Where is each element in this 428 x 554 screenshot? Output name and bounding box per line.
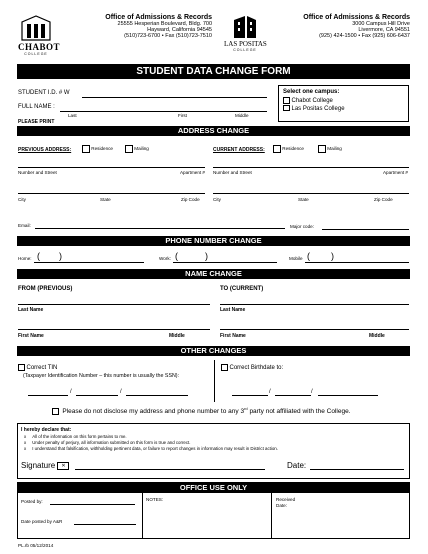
name-middle-caption: Middle xyxy=(235,113,249,118)
tin-part-2[interactable] xyxy=(76,395,118,396)
checkbox-icon[interactable] xyxy=(283,105,290,112)
current-address-text: CURRENT ADDRESS: xyxy=(213,147,265,153)
mobile-phone-field[interactable] xyxy=(305,262,409,263)
disclose-text-sup: rd xyxy=(244,406,248,411)
office-use-box xyxy=(17,482,410,539)
declaration-bullet: x xyxy=(24,446,27,451)
full-name-field[interactable] xyxy=(60,111,267,112)
posted-by-field[interactable] xyxy=(50,504,135,505)
mobile-phone-label: Mobile xyxy=(289,256,303,261)
name-first-caption: First xyxy=(178,113,187,118)
notes-label: NOTES: xyxy=(146,497,164,502)
chabot-office-title: Office of Admissions & Records xyxy=(105,14,212,21)
checkbox-icon[interactable] xyxy=(221,364,228,371)
las-positas-office-block xyxy=(270,14,410,39)
office-use-bar: OFFICE USE ONLY xyxy=(18,483,409,493)
current-street-caption: Number and Street xyxy=(213,170,252,175)
previous-apt-caption: Apartment # xyxy=(179,170,205,175)
name-change-bar: NAME CHANGE xyxy=(17,269,410,279)
disclose-text-post: party not affiliated with the College. xyxy=(247,408,351,416)
from-first-name-caption: First Name xyxy=(18,333,44,339)
other-changes-bar: OTHER CHANGES xyxy=(17,346,410,356)
las-positas-office-title: Office of Admissions & Records xyxy=(303,14,410,21)
footer-code: PL.rb 05/12/2014 xyxy=(18,543,54,548)
declaration-bullet: x xyxy=(24,440,27,445)
work-phone-area-open: ( xyxy=(175,251,178,261)
declaration-box xyxy=(17,423,410,479)
campus-select-box xyxy=(278,85,409,122)
chabot-logo-text: CHABOT xyxy=(18,42,61,52)
work-phone-field[interactable] xyxy=(173,262,277,263)
email-field[interactable] xyxy=(35,228,285,229)
address-change-bar: ADDRESS CHANGE xyxy=(17,126,410,136)
from-first-name-field[interactable] xyxy=(18,329,210,330)
to-last-name-caption: Last Name xyxy=(220,307,246,313)
tin-note: (Taxpayer Identification Number – this number is usually the SSN): xyxy=(23,373,180,379)
work-phone-area-close: ) xyxy=(205,251,208,261)
other-divider xyxy=(214,360,215,402)
declaration-bullet: x xyxy=(24,434,27,439)
from-middle-caption: Middle xyxy=(169,333,185,339)
checkbox-icon[interactable] xyxy=(82,145,90,153)
previous-residence-label: Residence xyxy=(91,146,113,152)
name-last-caption: Last xyxy=(68,113,77,118)
mobile-phone-area-close: ) xyxy=(331,251,334,261)
to-first-name-caption: First Name xyxy=(220,333,246,339)
current-city-caption: City xyxy=(213,197,221,202)
home-phone-area-open: ( xyxy=(37,251,40,261)
campus-option-chabot-label: Chabot College xyxy=(291,97,333,104)
current-zip-caption: Zip Code xyxy=(374,197,393,202)
from-last-name-field[interactable] xyxy=(18,304,210,305)
work-phone-label: Work: xyxy=(159,256,171,261)
to-first-name-field[interactable] xyxy=(220,329,409,330)
previous-address-label xyxy=(18,147,71,153)
declaration-title: I hereby declare that: xyxy=(21,427,72,433)
chabot-address-2: Hayward, California 94545 xyxy=(147,27,212,33)
chabot-address-1: 25555 Hesperian Boulevard, Bldg. 700 xyxy=(117,21,212,27)
declaration-item-1 xyxy=(24,434,127,439)
signature-field[interactable] xyxy=(75,469,265,470)
campus-option-las-positas-label: Las Positas College xyxy=(291,105,345,112)
tin-slash-2: / xyxy=(120,389,122,395)
las-positas-address-2: Livermore, CA 94551 xyxy=(358,27,410,33)
signature-text: Signature xyxy=(21,461,56,470)
previous-city-caption: City xyxy=(18,197,26,202)
correct-birthdate-option[interactable] xyxy=(221,364,283,371)
current-street-field[interactable] xyxy=(213,167,409,168)
current-apt-caption: Apartment # xyxy=(382,170,408,175)
las-positas-logo-text: LAS POSITAS xyxy=(224,40,267,48)
las-positas-phone: (925) 424-1500 • Fax (925) 606-6437 xyxy=(319,33,410,39)
birthdate-day[interactable] xyxy=(275,395,311,396)
previous-street-caption: Number and Street xyxy=(18,170,57,175)
correct-tin-label: Correct TIN xyxy=(26,364,58,371)
birthdate-slash-1: / xyxy=(269,389,271,395)
disclose-text-pre: Please do not disclose my address and phone number to any 3 xyxy=(62,408,245,416)
received-label: Received xyxy=(276,497,296,502)
las-positas-logo xyxy=(224,14,266,52)
current-state-caption: State xyxy=(298,197,309,202)
date-posted-label: Date posted by A&R xyxy=(21,519,63,524)
current-residence-option[interactable] xyxy=(273,145,304,153)
student-id-field[interactable] xyxy=(82,97,267,98)
declaration-item-3 xyxy=(24,446,278,451)
current-address-label xyxy=(213,147,265,153)
chabot-phone: (510)723-6700 • Fax (510)723-7510 xyxy=(124,33,212,39)
tin-slash-1: / xyxy=(70,389,72,395)
home-phone-field[interactable] xyxy=(34,262,144,263)
previous-mailing-option[interactable] xyxy=(125,145,149,153)
declaration-item-2-text: Under penalty of perjury, all information submitted on this form is true and correct. xyxy=(32,440,191,445)
major-code-label: Major code: xyxy=(290,224,315,229)
received-date-label: Date: xyxy=(276,503,287,508)
previous-state-caption: State xyxy=(100,197,111,202)
declaration-date-field[interactable] xyxy=(310,469,404,470)
office-divider-2 xyxy=(271,493,272,539)
form-title: STUDENT DATA CHANGE FORM xyxy=(17,64,410,79)
birthdate-year[interactable] xyxy=(318,395,378,396)
declaration-item-2 xyxy=(24,440,191,445)
to-middle-caption: Middle xyxy=(369,333,385,339)
full-name-label: FULL NAME : xyxy=(18,104,55,110)
las-positas-address-1: 3000 Campus Hill Drive xyxy=(352,21,410,27)
date-posted-field[interactable] xyxy=(74,524,136,525)
chabot-office-block xyxy=(62,14,212,39)
signature-label xyxy=(21,461,69,470)
las-positas-logo-sub: COLLEGE xyxy=(233,48,257,52)
birthdate-slash-2: / xyxy=(311,389,313,395)
checkbox-icon[interactable] xyxy=(318,145,326,153)
chabot-logo xyxy=(18,14,61,56)
pen-icon: ✕ xyxy=(57,462,69,470)
posted-by-label: Posted by: xyxy=(21,499,43,504)
declaration-date-label: Date: xyxy=(287,461,307,470)
tin-part-1[interactable] xyxy=(28,395,68,396)
current-city-field[interactable] xyxy=(213,193,409,194)
previous-mailing-label: Mailing xyxy=(134,146,149,152)
current-mailing-option[interactable] xyxy=(318,145,342,153)
tin-part-3[interactable] xyxy=(126,395,188,396)
office-divider-1 xyxy=(142,493,143,539)
do-not-disclose-option[interactable] xyxy=(52,406,351,415)
correct-tin-option[interactable] xyxy=(18,364,57,371)
please-print-note: PLEASE PRINT xyxy=(18,119,55,125)
correct-birthdate-label: Correct Birthdate to: xyxy=(229,364,284,371)
name-to-heading: TO (CURRENT) xyxy=(220,286,264,292)
name-from-heading: FROM (PREVIOUS) xyxy=(18,286,73,292)
birthdate-month[interactable] xyxy=(232,395,268,396)
home-phone-area-close: ) xyxy=(59,251,62,261)
email-label: Email: xyxy=(18,223,31,228)
campus-select-title: Select one campus: xyxy=(283,89,340,95)
current-residence-label: Residence xyxy=(282,146,304,152)
mobile-phone-area-open: ( xyxy=(307,251,310,261)
previous-address-text: PREVIOUS ADDRESS: xyxy=(18,147,72,153)
declaration-item-3-text: I understand that falsification, withholding pertinent data, or failure to report changes in information may result in District action. xyxy=(32,446,278,451)
previous-residence-option[interactable] xyxy=(82,145,113,153)
campus-option-las-positas[interactable] xyxy=(283,105,404,112)
home-phone-label: Home: xyxy=(18,256,32,261)
chabot-logo-sub: COLLEGE xyxy=(24,52,48,56)
checkbox-icon[interactable] xyxy=(52,408,59,415)
campus-option-chabot[interactable] xyxy=(283,97,404,104)
checkbox-icon[interactable] xyxy=(273,145,281,153)
student-id-label: STUDENT I.D. # W xyxy=(18,90,70,96)
checkbox-icon[interactable] xyxy=(283,97,290,104)
previous-city-field[interactable] xyxy=(18,193,205,194)
major-code-field[interactable] xyxy=(322,229,409,230)
checkbox-icon[interactable] xyxy=(18,364,25,371)
declaration-item-1-text: All of the information on this form pertains to me. xyxy=(32,434,127,439)
from-last-name-caption: Last Name xyxy=(18,307,44,313)
previous-zip-caption: Zip Code xyxy=(181,197,200,202)
to-last-name-field[interactable] xyxy=(220,304,409,305)
phone-change-bar: PHONE NUMBER CHANGE xyxy=(17,236,410,246)
previous-street-field[interactable] xyxy=(18,167,205,168)
checkbox-icon[interactable] xyxy=(125,145,133,153)
current-mailing-label: Mailing xyxy=(327,146,342,152)
